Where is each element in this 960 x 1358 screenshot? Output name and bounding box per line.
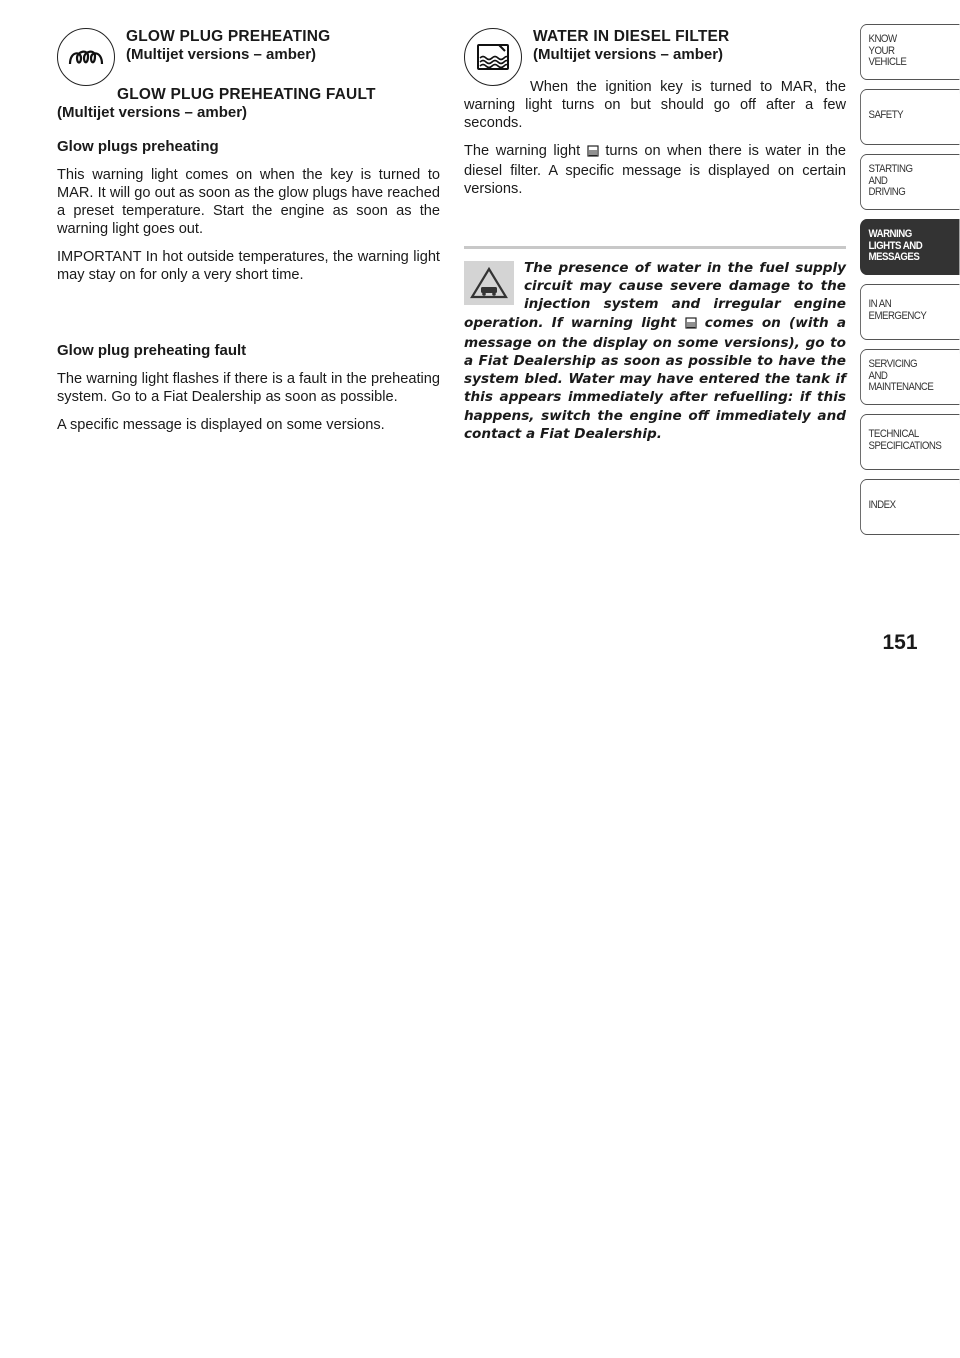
tab-safety[interactable]: SAFETY bbox=[860, 89, 959, 145]
tab-servicing-and-maintenance[interactable]: SERVICING AND MAINTENANCE bbox=[860, 349, 959, 405]
glow-plug-fault-title: GLOW PLUG PREHEATING FAULT bbox=[117, 86, 376, 103]
tab-warning-lights-and-messages[interactable]: WARNING LIGHTS AND MESSAGES bbox=[860, 219, 959, 275]
water-in-fuel-icon bbox=[464, 28, 522, 86]
tab-starting-and-driving[interactable]: STARTING AND DRIVING bbox=[860, 154, 959, 210]
chapter-tabs bbox=[860, 24, 960, 544]
fault-paragraph: The warning light flashes if there is a fault in the preheating system. Go to a Fiat Dealership as soon as possible. bbox=[57, 371, 440, 405]
tab-technical-specifications[interactable]: TECHNICAL SPECIFICATIONS bbox=[860, 414, 959, 470]
water-filter-subtitle: (Multijet versions – amber) bbox=[533, 46, 724, 63]
important-paragraph: IMPORTANT In hot outside temperatures, the warning light may stay on for only a very short time. bbox=[57, 249, 440, 283]
tab-index[interactable]: INDEX bbox=[860, 479, 959, 535]
warning-text: The presence of water in the fuel supply circuit may cause severe damage to the injection system and irregular engine operation. If warning light comes on (with a message on the display on some versions), go to a Fiat Dealership as soon as possible to have the system bled. Water may have entered the tank if this appears immediately after refuelling: if this happens, switch the engine off immediately and contact a Fiat Dealership. bbox=[464, 260, 846, 442]
water-filter-paragraph: The warning light turns on when there is water in the diesel filter. A specific message is displayed on certain versions. bbox=[464, 143, 846, 197]
section-heading-fault: Glow plug preheating fault bbox=[57, 342, 247, 359]
glow-plug-icon bbox=[57, 28, 115, 86]
water-filter-header bbox=[464, 28, 846, 76]
water-filter-title: WATER IN DIESEL FILTER bbox=[533, 28, 730, 45]
fault-message-paragraph: A specific message is displayed on some versions. bbox=[57, 417, 385, 433]
warning-triangle-icon bbox=[464, 261, 514, 305]
glow-plug-subtitle: (Multijet versions – amber) bbox=[126, 46, 317, 63]
water-in-fuel-inline-icon bbox=[685, 316, 697, 334]
glow-plug-header bbox=[57, 28, 440, 90]
page-number: 151 bbox=[882, 631, 918, 654]
glow-plug-column bbox=[57, 28, 440, 434]
section-heading-preheating: Glow plugs preheating bbox=[57, 138, 219, 155]
water-filter-intro: When the ignition key is turned to MAR, the warning light turns on but should go off after a few seconds. bbox=[464, 79, 846, 131]
glow-plug-title: GLOW PLUG PREHEATING bbox=[126, 28, 331, 45]
water-filter-column bbox=[464, 28, 846, 443]
glow-plug-fault-subtitle: (Multijet versions – amber) bbox=[57, 104, 248, 121]
tab-in-an-emergency[interactable]: IN AN EMERGENCY bbox=[860, 284, 959, 340]
water-in-fuel-inline-icon bbox=[587, 144, 599, 162]
tab-know-your-vehicle[interactable]: KNOW YOUR VEHICLE bbox=[860, 24, 959, 80]
preheating-paragraph: This warning light comes on when the key is turned to MAR. It will go out as soon as the glow plugs have reached a preset temperature. Start the engine as soon as the warning light goes out. bbox=[57, 167, 440, 237]
warning-box bbox=[464, 246, 846, 443]
